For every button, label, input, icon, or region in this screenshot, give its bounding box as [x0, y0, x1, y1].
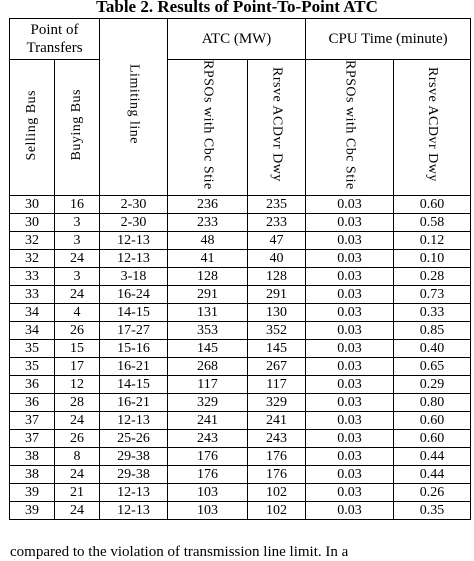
cell-cpu-with-tsc: 0.03 [306, 483, 394, 501]
cell-cpu-with-tsc: 0.03 [306, 411, 394, 429]
cell-limiting-line: 17-27 [100, 321, 168, 339]
cell-selling-bus: 39 [10, 483, 55, 501]
cell-cpu-with-tsc: 0.03 [306, 267, 394, 285]
cell-cpu-rbr: 0.60 [394, 411, 471, 429]
cell-selling-bus: 32 [10, 231, 55, 249]
cell-buying-bus: 26 [55, 429, 100, 447]
cell-atc-with-tsc: 103 [168, 501, 248, 519]
cell-atc-rbr: 235 [248, 195, 306, 213]
cell-cpu-rbr: 0.85 [394, 321, 471, 339]
cell-atc-rbr: 130 [248, 303, 306, 321]
cell-selling-bus: 36 [10, 393, 55, 411]
header-limiting-line [100, 19, 168, 196]
footer-text: compared to the violation of transmission line limit. In a [10, 544, 349, 560]
table-row [10, 483, 471, 501]
cell-cpu-with-tsc: 0.03 [306, 303, 394, 321]
cell-cpu-with-tsc: 0.03 [306, 357, 394, 375]
table-row [10, 339, 471, 357]
cell-cpu-with-tsc: 0.03 [306, 501, 394, 519]
cell-buying-bus: 26 [55, 321, 100, 339]
cell-cpu-with-tsc: 0.03 [306, 213, 394, 231]
cell-cpu-with-tsc: 0.03 [306, 465, 394, 483]
cell-atc-with-tsc: 291 [168, 285, 248, 303]
cell-buying-bus: 24 [55, 249, 100, 267]
cell-limiting-line: 3-18 [100, 267, 168, 285]
cell-selling-bus: 38 [10, 447, 55, 465]
cell-atc-rbr: 352 [248, 321, 306, 339]
cell-buying-bus: 3 [55, 213, 100, 231]
table-row [10, 195, 471, 213]
cell-limiting-line: 29-38 [100, 447, 168, 465]
cell-atc-with-tsc: 41 [168, 249, 248, 267]
cell-buying-bus: 24 [55, 411, 100, 429]
cell-selling-bus: 37 [10, 411, 55, 429]
cell-atc-with-tsc: 128 [168, 267, 248, 285]
cell-selling-bus: 39 [10, 501, 55, 519]
cell-cpu-rbr: 0.12 [394, 231, 471, 249]
cell-atc-rbr: 117 [248, 375, 306, 393]
cell-selling-bus: 37 [10, 429, 55, 447]
cell-buying-bus: 28 [55, 393, 100, 411]
cell-cpu-rbr: 0.33 [394, 303, 471, 321]
cell-cpu-with-tsc: 0.03 [306, 393, 394, 411]
limiting-line-label: Limiting line [126, 64, 142, 145]
cell-selling-bus: 35 [10, 339, 55, 357]
header-cpu-rbr: Rrsve ACDvr Dwy [394, 60, 471, 196]
cell-limiting-line: 16-24 [100, 285, 168, 303]
cell-atc-rbr: 47 [248, 231, 306, 249]
cell-selling-bus: 30 [10, 213, 55, 231]
cell-limiting-line: 2-30 [100, 195, 168, 213]
cell-buying-bus: 21 [55, 483, 100, 501]
cell-selling-bus: 34 [10, 303, 55, 321]
header-atc: ATC (MW) [168, 19, 306, 60]
cell-atc-rbr: 233 [248, 213, 306, 231]
cell-cpu-with-tsc: 0.03 [306, 321, 394, 339]
cell-atc-with-tsc: 176 [168, 447, 248, 465]
table-row [10, 429, 471, 447]
table-row [10, 285, 471, 303]
cell-buying-bus: 4 [55, 303, 100, 321]
cell-atc-rbr: 102 [248, 501, 306, 519]
table-row [10, 249, 471, 267]
cell-atc-with-tsc: 48 [168, 231, 248, 249]
cell-selling-bus: 34 [10, 321, 55, 339]
cell-limiting-line: 12-13 [100, 231, 168, 249]
cell-cpu-with-tsc: 0.03 [306, 375, 394, 393]
cell-cpu-rbr: 0.35 [394, 501, 471, 519]
cell-cpu-rbr: 0.44 [394, 465, 471, 483]
cell-cpu-rbr: 0.58 [394, 213, 471, 231]
cell-atc-rbr: 145 [248, 339, 306, 357]
cell-atc-rbr: 241 [248, 411, 306, 429]
cell-selling-bus: 32 [10, 249, 55, 267]
cell-cpu-with-tsc: 0.03 [306, 429, 394, 447]
cell-limiting-line: 16-21 [100, 393, 168, 411]
cell-cpu-rbr: 0.60 [394, 195, 471, 213]
cell-cpu-rbr: 0.80 [394, 393, 471, 411]
cell-buying-bus: 12 [55, 375, 100, 393]
cell-selling-bus: 30 [10, 195, 55, 213]
header-atc-with-tsc: RPSOs with Cbc Stie [168, 60, 248, 196]
cell-atc-rbr: 40 [248, 249, 306, 267]
cell-atc-rbr: 243 [248, 429, 306, 447]
table-row [10, 303, 471, 321]
cell-atc-rbr: 102 [248, 483, 306, 501]
cell-cpu-rbr: 0.29 [394, 375, 471, 393]
table-row [10, 465, 471, 483]
cell-limiting-line: 12-13 [100, 501, 168, 519]
table-row [10, 393, 471, 411]
cell-cpu-rbr: 0.28 [394, 267, 471, 285]
header-cpu-time: CPU Time (minute) [306, 19, 471, 60]
cell-atc-with-tsc: 117 [168, 375, 248, 393]
header-row-2 [10, 60, 471, 196]
table-row [10, 501, 471, 519]
cell-cpu-rbr: 0.10 [394, 249, 471, 267]
header-buying-bus: Buying Bus [55, 60, 100, 196]
table-row [10, 357, 471, 375]
cell-cpu-rbr: 0.65 [394, 357, 471, 375]
header-point-of-transfers: Point of Transfers [10, 19, 100, 60]
cell-limiting-line: 12-13 [100, 411, 168, 429]
cell-buying-bus: 15 [55, 339, 100, 357]
cell-buying-bus: 24 [55, 285, 100, 303]
cell-atc-with-tsc: 103 [168, 483, 248, 501]
cell-limiting-line: 25-26 [100, 429, 168, 447]
table-row [10, 411, 471, 429]
cell-atc-with-tsc: 233 [168, 213, 248, 231]
cell-atc-rbr: 176 [248, 465, 306, 483]
cell-limiting-line: 29-38 [100, 465, 168, 483]
cell-atc-rbr: 128 [248, 267, 306, 285]
table-row [10, 375, 471, 393]
cell-buying-bus: 24 [55, 465, 100, 483]
cell-cpu-rbr: 0.73 [394, 285, 471, 303]
cell-atc-with-tsc: 329 [168, 393, 248, 411]
cell-atc-rbr: 176 [248, 447, 306, 465]
cell-buying-bus: 3 [55, 267, 100, 285]
table-row [10, 447, 471, 465]
cell-cpu-rbr: 0.26 [394, 483, 471, 501]
cell-cpu-with-tsc: 0.03 [306, 447, 394, 465]
cell-limiting-line: 12-13 [100, 483, 168, 501]
cell-atc-with-tsc: 236 [168, 195, 248, 213]
cell-limiting-line: 2-30 [100, 213, 168, 231]
cell-atc-with-tsc: 243 [168, 429, 248, 447]
cell-cpu-with-tsc: 0.03 [306, 231, 394, 249]
cell-selling-bus: 33 [10, 285, 55, 303]
table-row [10, 267, 471, 285]
cell-buying-bus: 8 [55, 447, 100, 465]
cell-atc-rbr: 267 [248, 357, 306, 375]
cell-selling-bus: 33 [10, 267, 55, 285]
cell-cpu-with-tsc: 0.03 [306, 195, 394, 213]
header-atc-rbr: Rrsve ACDvr Dwy [248, 60, 306, 196]
table-body [10, 195, 471, 519]
cell-buying-bus: 24 [55, 501, 100, 519]
cell-selling-bus: 35 [10, 357, 55, 375]
results-table [9, 18, 471, 520]
cell-cpu-rbr: 0.40 [394, 339, 471, 357]
cell-atc-with-tsc: 268 [168, 357, 248, 375]
cell-limiting-line: 14-15 [100, 375, 168, 393]
cell-atc-with-tsc: 241 [168, 411, 248, 429]
cell-cpu-rbr: 0.60 [394, 429, 471, 447]
cell-selling-bus: 38 [10, 465, 55, 483]
header-cpu-with-tsc: RPSOs with Cbc Stie [306, 60, 394, 196]
cell-atc-rbr: 329 [248, 393, 306, 411]
header-row-1 [10, 19, 471, 60]
cell-atc-with-tsc: 353 [168, 321, 248, 339]
header-selling-bus: Selling Bus [10, 60, 55, 196]
cell-limiting-line: 16-21 [100, 357, 168, 375]
table-row [10, 231, 471, 249]
cell-cpu-rbr: 0.44 [394, 447, 471, 465]
cell-buying-bus: 17 [55, 357, 100, 375]
cell-atc-with-tsc: 145 [168, 339, 248, 357]
cell-limiting-line: 12-13 [100, 249, 168, 267]
table-row [10, 213, 471, 231]
cell-cpu-with-tsc: 0.03 [306, 285, 394, 303]
cell-buying-bus: 3 [55, 231, 100, 249]
table-row [10, 321, 471, 339]
cell-limiting-line: 14-15 [100, 303, 168, 321]
cell-limiting-line: 15-16 [100, 339, 168, 357]
table-title: Table 2. Results of Point-To-Point ATC [96, 0, 378, 16]
cell-atc-with-tsc: 176 [168, 465, 248, 483]
cell-selling-bus: 36 [10, 375, 55, 393]
cell-buying-bus: 16 [55, 195, 100, 213]
cell-atc-rbr: 291 [248, 285, 306, 303]
cell-cpu-with-tsc: 0.03 [306, 249, 394, 267]
cell-atc-with-tsc: 131 [168, 303, 248, 321]
cell-cpu-with-tsc: 0.03 [306, 339, 394, 357]
